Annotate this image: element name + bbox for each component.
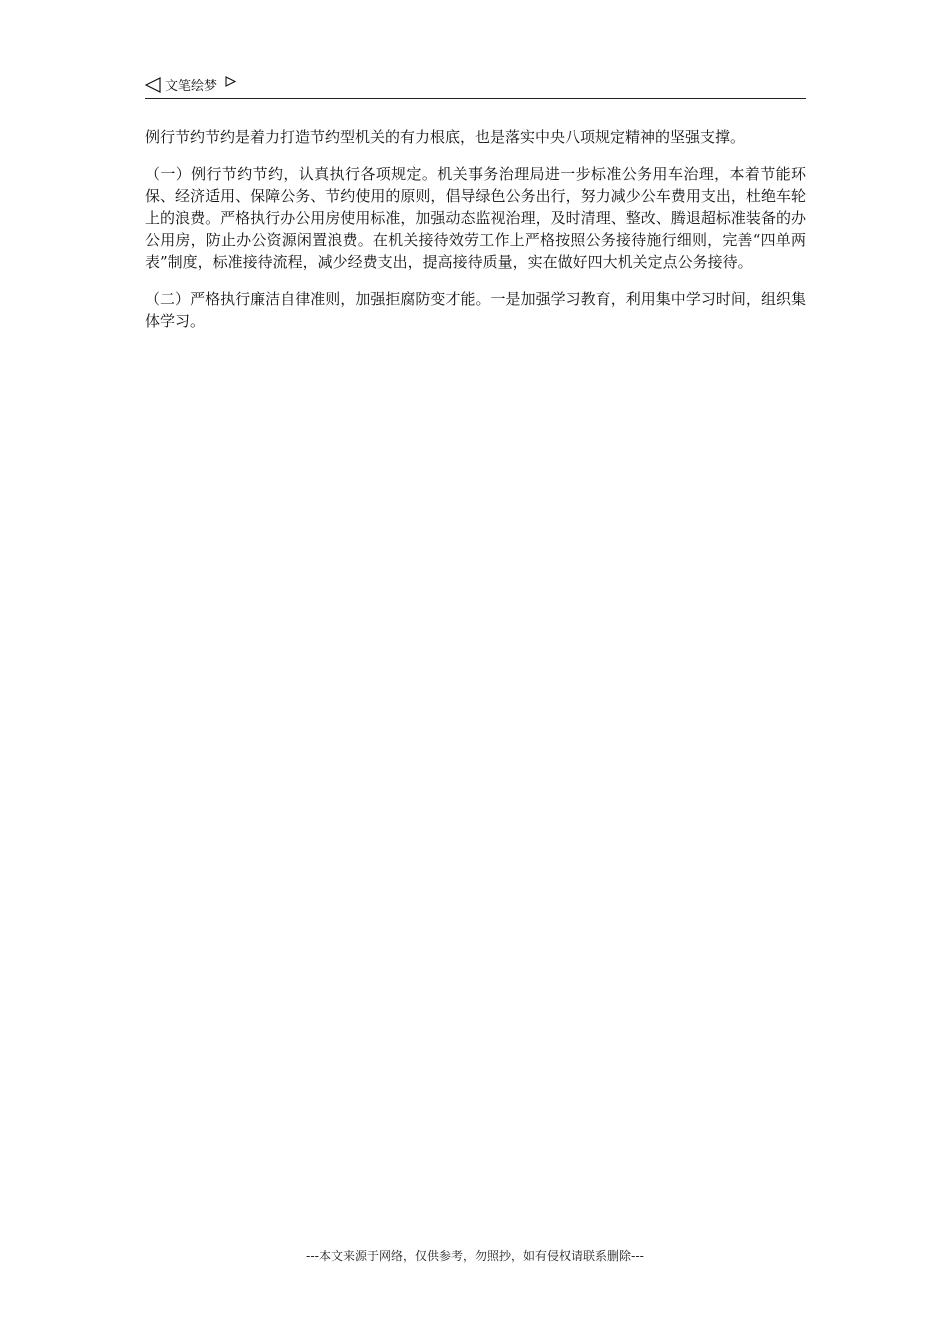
paragraph-intro: 例行节约节约是着力打造节约型机关的有力根底，也是落实中央八项规定精神的坚强支撑。 bbox=[145, 128, 746, 146]
footer-disclaimer: ---本文来源于网络，仅供参考，勿照抄，如有侵权请联系删除--- bbox=[306, 1249, 644, 1263]
header-brand-group bbox=[145, 75, 236, 94]
triangle-left-icon bbox=[145, 77, 161, 93]
document-body bbox=[145, 126, 806, 332]
header-brand-text: 文笔绘梦 bbox=[165, 79, 218, 94]
page-header bbox=[145, 72, 806, 99]
paragraph-section-one: （一）例行节约节约，认真执行各项规定。机关事务治理局进一步标准公务用车治理，本着节能环保、经济适用、保障公务、节约使用的原则，倡导绿色公务出行，努力减少公车费用支出，杜绝车轮上的浪费。严格执行办公用房使用标准，加强动态监视治理，及时清理、整改、腾退超标准装备的办公用房，防止办公资源闲置浪费。在机关接待效劳工作上严格按照公务接待施行细则，完善“四单两表”制度，标准接待流程，减少经费支出，提高接待质量，实在做好四大机关定点公务接待。 bbox=[145, 165, 806, 271]
paragraph-section-two: （二）严格执行廉洁自律准则，加强拒腐防变才能。一是加强学习教育，利用集中学习时间，组织集体学习。 bbox=[145, 290, 806, 330]
triangle-right-icon bbox=[225, 76, 236, 87]
